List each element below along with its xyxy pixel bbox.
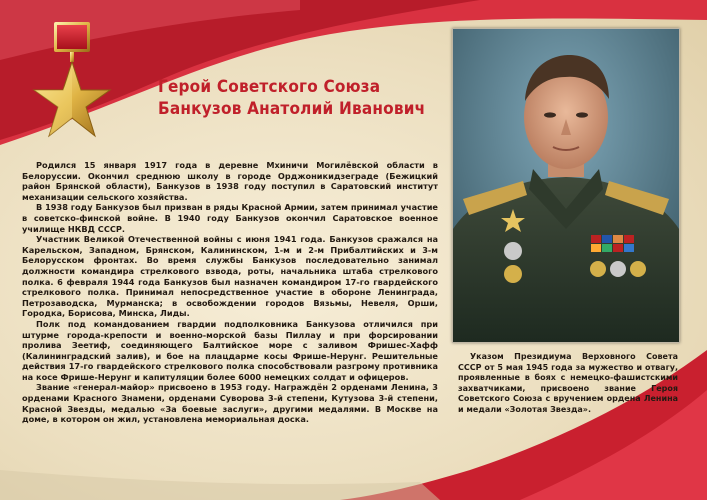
title-line-1: Герой Советского Союза: [158, 77, 381, 97]
caption-text: Указом Президиума Верховного Совета СССР от 5 мая 1945 года за мужество и отвагу, проявленные в боях с немецко-фашистскими захватчиками, присвоено звание Героя Советского Союза с вручением ордена Ленина и медали «Золотая Звезда».: [458, 352, 678, 414]
gold-star-medal-icon: [30, 18, 114, 144]
bio-paragraph: Полк под командованием гвардии подполковника Банкузова отличился при штурме города-крепости и военно-морской базы Пиллау и при форсировании пролива Зеетиф, соединяющего Балтийское море с заливом Фришес-Хафф (Калининградский залив), и бое на плацдарме косы Фрише-Нерунг. Решительные действия 17-го гвардейского стрелкового полка способствовали разгрому противника на косе Фрише-Нерунг и капитуляции более 6000 немецких солдат и офицеров.: [22, 318, 438, 382]
bio-paragraph: Родился 15 января 1917 года в деревне Мхиничи Могилёвской области в Белоруссии. Окончил среднюю школу в городе Орджоникидзеграде (Бежицкий район Брянской области), Банкузов в 1938 году поступил в Саратовский институт механизации сельского хозяйства.: [22, 160, 438, 202]
bio-paragraph: Участник Великой Отечественной войны с июня 1941 года. Банкузов сражался на Карельском, Западном, Брянском, Калининском, 1-м и 2-м Прибалтийских и 3-м Белорусском фронтах. Во время службы Банкузов последовательно занимал должности командира стрелкового взвода, роты, начальника штаба стрелкового полка. 6 февраля 1944 года Банкузов был назначен командиром 17-го гвардейского стрелкового полка. Принимал непосредственное участие в обороне Ленинграда, Петрозаводска, Мурманска; в освобождении городов Вязьмы, Невеля, Орши, Городка, Борисова, Минска, Лиды.: [22, 234, 438, 319]
biography-text: [22, 160, 438, 480]
title-line-2: Банкузов Анатолий Иванович: [158, 99, 426, 119]
portrait-photo: [452, 28, 680, 343]
page-title: [158, 76, 438, 120]
portrait-illustration: [453, 29, 679, 342]
award-decree-caption: [458, 352, 678, 416]
bio-paragraph: Звание «генерал-майор» присвоено в 1953 году. Награждён 2 орденами Ленина, 3 орденами Красного Знамени, орденами Суворова 3-й степени, Кутузова 3-й степени, Красной Звезды, медалью «За боевые заслуги», другими медалями. В Москве на доме, в котором он жил, установлена мемориальная доска.: [22, 382, 438, 425]
bio-paragraph: В 1938 году Банкузов был призван в ряды Красной Армии, затем принимал участие в советско-финской войне. В 1940 году Банкузов окончил Саратовское военное училище НКВД СССР.: [22, 202, 438, 234]
